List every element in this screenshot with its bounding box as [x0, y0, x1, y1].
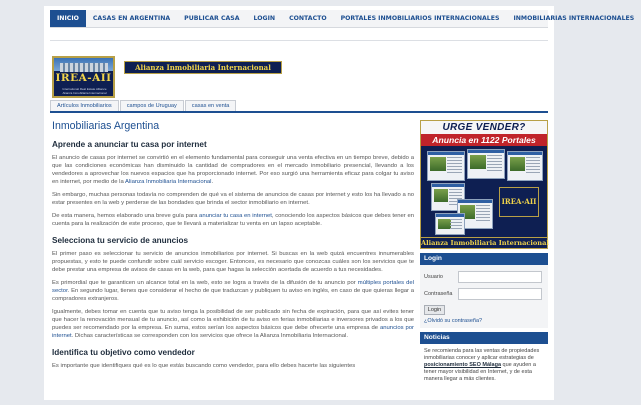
main-nav — [50, 10, 635, 28]
logo-subtitle-2: Alianza Inmobiliaria Internacional — [62, 91, 107, 95]
logo-buildings — [60, 63, 108, 72]
inline-link[interactable]: múltiples portales del sector — [52, 280, 414, 294]
section-heading: Selecciona tu servicio de anuncios — [52, 236, 189, 245]
paragraph-text: . Dichas características se corresponden con los servicios que ofrece la Alianza Inmobiliaria Internacional. — [71, 333, 348, 339]
ad-screenshot — [507, 151, 543, 181]
paragraph-text: Sin embargo, muchas personas todavía no comprenden de qué va el sistema de anuncios de casas por internet y esto los ha llevado a no estar presentes en la web y perderse de las bondades que brinda el sector inmobiliario en internet. — [52, 192, 414, 206]
tab-3[interactable]: casas en venta — [185, 100, 237, 111]
login-widget-title: Login — [420, 253, 548, 265]
nav-item-inmobiliarias-internacionales[interactable]: INMOBILIARIAS INTERNACIONALES — [513, 15, 635, 22]
nav-item-inicio[interactable]: INICIO — [50, 10, 86, 27]
news-seo-link[interactable]: posicionamiento SEO Málaga — [424, 362, 502, 368]
ad-screenshot — [435, 213, 465, 235]
news-text-before: Se recomienda para las ventas de propiedades inmobiliarias conocer y aplicar estrategias de — [424, 348, 540, 361]
paragraph-text: Es importante que identifiques qué es lo que estás buscando como vendedor, para ello debes hacerte las siguientes — [52, 363, 356, 369]
paragraph — [52, 250, 414, 274]
news-text-after: que ayuden a tener mayor visibilidad en Internet, y de esta manera llegar a más clientes. — [424, 362, 536, 382]
paragraph — [52, 362, 414, 370]
ad-screenshot — [467, 149, 505, 179]
nav-item-login[interactable]: LOGIN — [253, 15, 276, 22]
username-row — [424, 270, 544, 284]
sidebar — [420, 120, 548, 387]
ad-logo: IREA-AII — [499, 187, 539, 217]
logo-title: IREA-AII — [55, 72, 112, 84]
paragraph — [52, 279, 414, 303]
news-text — [420, 344, 548, 387]
page-title: Inmobiliarias Argentina — [52, 120, 160, 132]
section-heading: Identifica tu objetivo como vendedor — [52, 348, 195, 357]
main-content — [52, 120, 414, 405]
ad-screenshot — [427, 151, 465, 181]
paragraph-text: , conociendo los aspectos básicos que debes tener en cuenta para la realización de este proceso, que te llevará a materializar tu venta en un lapso aceptable. — [52, 213, 414, 227]
paragraph-text: El anuncio de casas por internet se convirtió en el elemento fundamental para conseguir una venta efectiva en un tiempo breve, debido a que las condiciones económicas han disminuido la cantidad de compradores en el mercado inmobiliario presencial, llevando a los vendedores a aprovechar los nuevos espacios que ha proporcionado internet. Por eso surgió una herramienta eficaz para colgar tu aviso en internet, por medio de la — [52, 155, 414, 185]
paragraph-text: De esta manera, hemos elaborado una breve guía para — [52, 213, 200, 219]
paragraph — [52, 191, 414, 207]
password-row — [424, 287, 544, 301]
paragraph-text: . En segundo lugar, tienes que considerar el hecho de que traduzcan y publiquen tu aviso en inglés, en caso de que quieras llegar a compradores extranjeros. — [52, 288, 414, 302]
password-input[interactable] — [458, 288, 542, 300]
divider — [50, 40, 548, 41]
paragraph — [52, 154, 414, 186]
category-tabs — [50, 100, 548, 113]
paragraph-text: . — [211, 179, 214, 185]
header-banner[interactable]: Alianza Inmobiliaria Internacional — [124, 61, 282, 74]
ad-banner[interactable] — [420, 120, 548, 249]
tab-1[interactable]: Artículos Inmobiliarios — [50, 100, 119, 111]
ad-footer: Alianza Inmobiliaria Internacional — [421, 239, 549, 247]
username-input[interactable] — [458, 271, 542, 283]
nav-item-portales-inmobiliarios-internacionales[interactable]: PORTALES INMOBILIARIOS INTERNACIONALES — [340, 15, 500, 22]
paragraph-text: Es primordial que te garanticen un alcance total en la web, esto se logra a través de la difusión de tu anuncio por — [52, 280, 358, 286]
site-logo[interactable] — [52, 56, 115, 98]
username-label: Usuario — [424, 274, 443, 280]
inline-link[interactable]: anunciar tu casa en internet — [199, 213, 272, 219]
nav-item-casas-en-argentina[interactable]: CASAS EN ARGENTINA — [92, 15, 171, 22]
paragraph-text: Igualmente, debes tomar en cuenta que tu aviso tenga la posibilidad de ser publicado sin fecha de expiración, para que así evites tener que hacer la renovación mensual de tu anuncio, así como la exhibición de tu aviso en ferias inmobiliarias e inversores privados a los que puedes ser recomendado por la empresa. En suma, estos serían los aspectos básicos que debe ofrecerte una empresa de — [52, 309, 414, 331]
nav-item-contacto[interactable]: CONTACTO — [289, 15, 327, 22]
page — [44, 6, 635, 400]
login-button[interactable]: Login — [424, 305, 445, 315]
inline-link[interactable]: Alianza Inmobiliaria Internacional — [125, 179, 212, 185]
inline-link[interactable]: anuncios por internet — [52, 325, 414, 339]
paragraph-text: El primer paso es seleccionar tu servicio de anuncios inmobiliarios por internet. Si buscas en la web quizá encuentres innumerables propuestas, y esto te puede confundir sobre cuál servicio escoger. Entonces, es necesario que conozcas cuáles son los servicios que te debe prestar una empresa de avisos de casas en la web, para que hagas la selección acertada de acuerdo a tus necesidades. — [52, 251, 414, 273]
section-heading: Aprende a anunciar tu casa por internet — [52, 140, 207, 149]
ad-subheadline: Anuncia en 1122 Portales — [421, 134, 547, 146]
password-label: Contraseña — [424, 291, 453, 297]
login-form — [420, 265, 548, 328]
paragraph — [52, 212, 414, 228]
forgot-password-link[interactable]: ¿Olvidó su contraseña? — [424, 318, 483, 324]
news-widget-title: Noticias — [420, 332, 548, 344]
paragraph — [52, 308, 414, 340]
logo-subtitle-1: International Real Estate Alliance — [62, 87, 107, 91]
tab-2[interactable]: campos de Uruguay — [120, 100, 184, 111]
ad-headline: URGE VENDER? — [421, 121, 547, 134]
nav-item-publicar-casa[interactable]: PUBLICAR CASA — [184, 15, 240, 22]
